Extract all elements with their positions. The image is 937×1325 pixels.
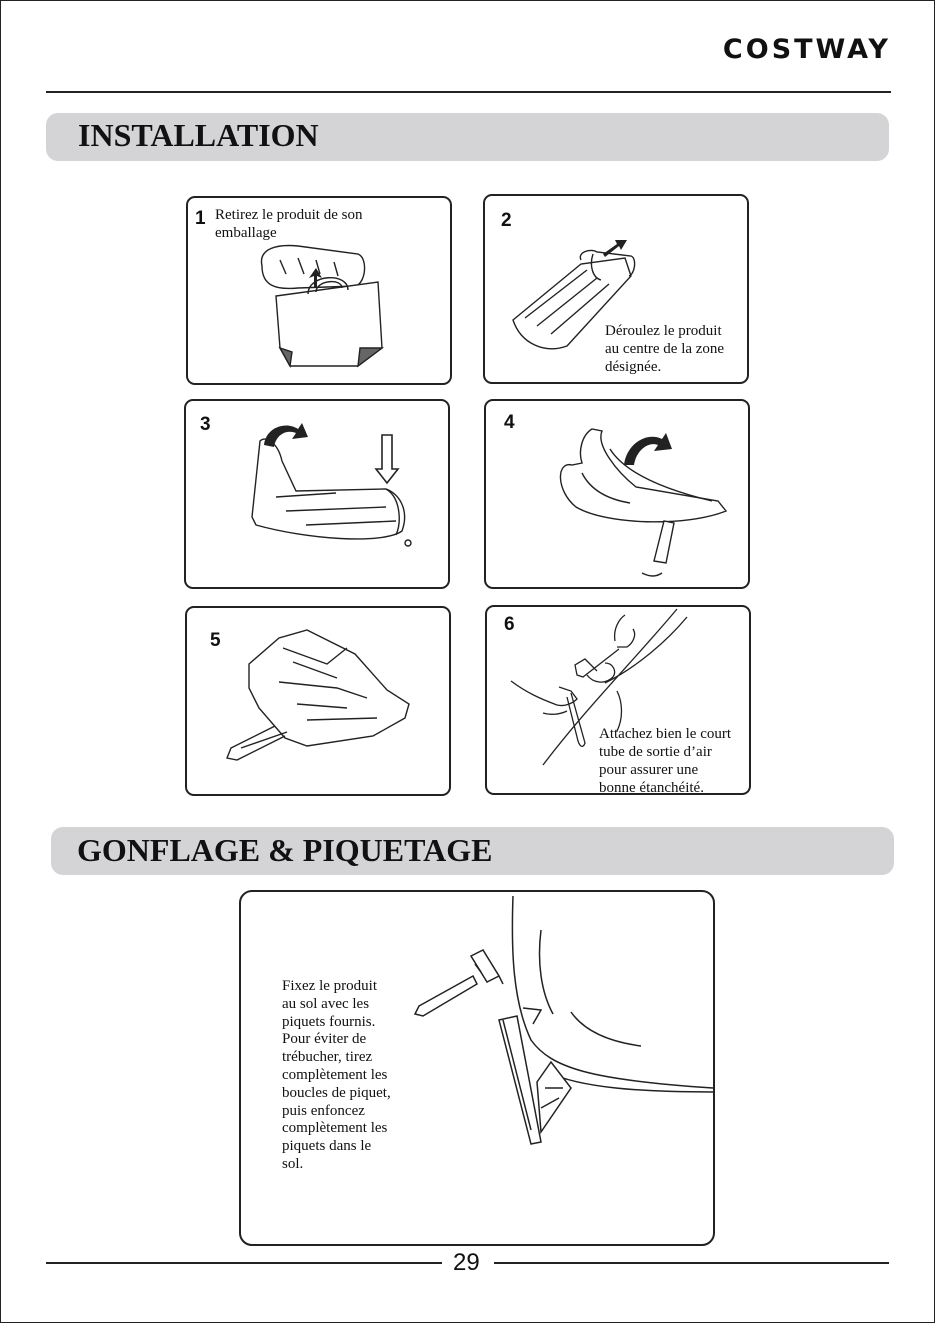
step-6-number: 6 bbox=[504, 614, 515, 635]
folding-sides-illustration bbox=[486, 401, 748, 587]
installation-section-header bbox=[46, 113, 889, 161]
staking-line: trébucher, tirez bbox=[282, 1049, 373, 1066]
staking-line: puis enfoncez bbox=[282, 1102, 365, 1119]
step-3-number: 3 bbox=[200, 414, 211, 435]
staking-line: piquets fournis. bbox=[282, 1013, 376, 1030]
staking-line: Fixez le produit bbox=[282, 978, 377, 994]
step-2-text bbox=[605, 322, 724, 376]
staking-line: boucles de piquet, bbox=[282, 1084, 391, 1101]
step-6-line: tube de sortie d’air bbox=[599, 744, 712, 760]
footer-rule-right bbox=[494, 1262, 889, 1264]
page-number: 29 bbox=[453, 1249, 480, 1276]
step-1-number: 1 bbox=[195, 208, 206, 229]
step-1-line: emballage bbox=[215, 225, 277, 241]
step-5-number: 5 bbox=[210, 630, 221, 651]
unpacking-illustration bbox=[188, 198, 450, 383]
header-rule bbox=[46, 91, 891, 93]
step-2-line: désignée. bbox=[605, 359, 662, 375]
step-5-panel bbox=[185, 606, 451, 796]
step-6-line: pour assurer une bbox=[599, 762, 699, 778]
stake-hammer-illustration bbox=[241, 892, 713, 1244]
staking-line: complètement les bbox=[282, 1120, 388, 1137]
folded-pool-illustration bbox=[187, 608, 449, 794]
staking-line: Pour éviter de bbox=[282, 1031, 367, 1048]
step-4-number: 4 bbox=[504, 412, 515, 433]
step-6-text bbox=[599, 725, 731, 797]
step-4-panel bbox=[484, 399, 750, 589]
step-6-panel bbox=[485, 605, 751, 795]
step-2-line: Déroulez le produit bbox=[605, 323, 722, 339]
step-2-number: 2 bbox=[501, 210, 512, 231]
staking-line: complètement les bbox=[282, 1066, 388, 1083]
installation-title: INSTALLATION bbox=[78, 117, 319, 153]
step-6-line: bonne étanchéité. bbox=[599, 780, 704, 796]
inflation-title: GONFLAGE & PIQUETAGE bbox=[77, 832, 493, 868]
step-1-line: Retirez le produit de son bbox=[215, 207, 363, 223]
step-3-panel bbox=[184, 399, 450, 589]
step-1-panel bbox=[186, 196, 452, 385]
staking-line: piquets dans le bbox=[282, 1138, 372, 1155]
step-2-panel bbox=[483, 194, 749, 384]
staking-line: au sol avec les bbox=[282, 995, 370, 1012]
step-2-line: au centre de la zone bbox=[605, 341, 725, 357]
folding-illustration bbox=[186, 401, 448, 587]
inflation-section-header bbox=[51, 827, 894, 875]
staking-panel bbox=[239, 890, 715, 1246]
footer-rule-left bbox=[46, 1262, 442, 1264]
brand-logo: COSTWAY bbox=[722, 34, 891, 65]
staking-line: sol. bbox=[282, 1155, 304, 1172]
step-6-line: Attachez bien le court bbox=[599, 726, 732, 742]
